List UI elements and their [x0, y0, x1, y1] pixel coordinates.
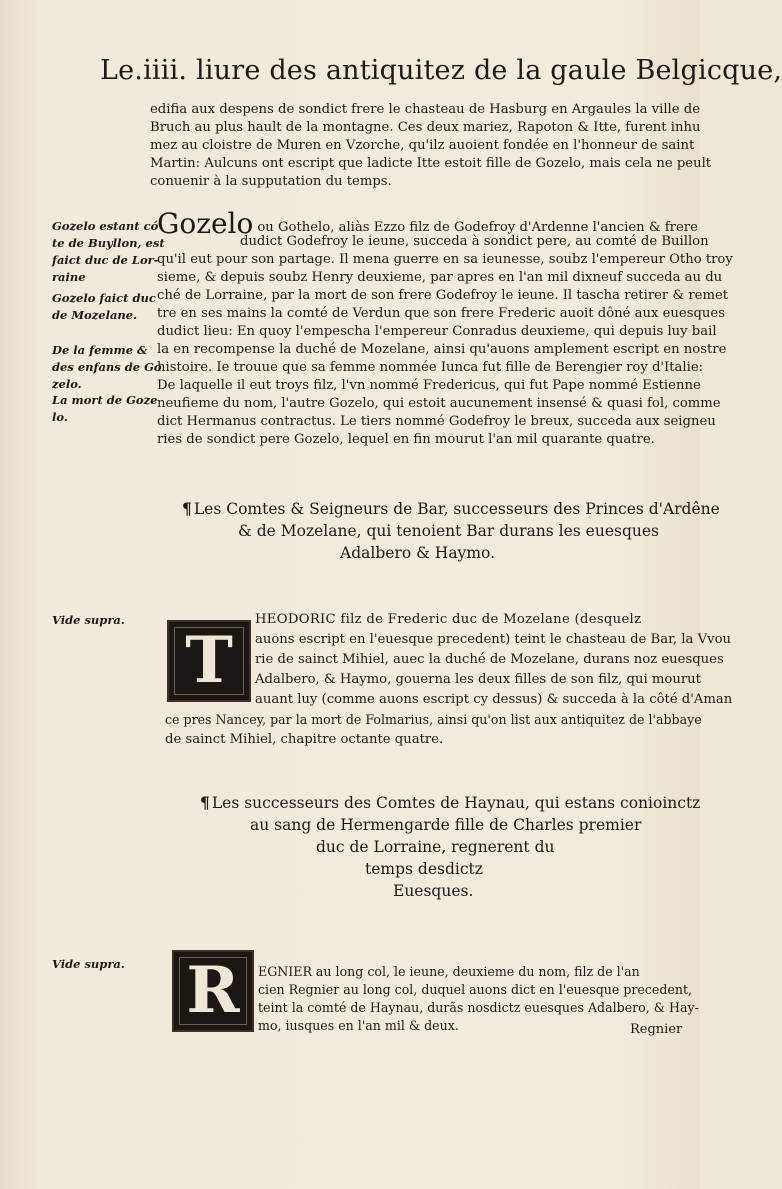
catchword: Regnier	[630, 1022, 683, 1037]
section-heading: temps desdictz	[365, 860, 483, 878]
decorated-initial: R	[172, 950, 254, 1032]
intro-line: conuenir à la supputation du temps.	[150, 174, 392, 189]
theodoric-line: Adalbero, & Haymo, gouerna les deux filles de son filz, qui mourut	[255, 672, 701, 687]
section-heading: duc de Lorraine, regnerent du	[316, 838, 555, 856]
gozelo-line: ries de sondict pere Gozelo, lequel en fin mourut l'an mil quarante quatre.	[157, 432, 655, 447]
vide-supra-note: Vide supra.	[52, 613, 125, 627]
intro-line: Martin: Aulcuns ont escript que ladicte Itte estoit fille de Gozelo, mais cela ne peult	[150, 156, 712, 171]
theodoric-line: HEODORIC filz de Frederic duc de Mozelane (desquelz	[255, 612, 642, 627]
gozelo-line: dict Hermanus contractus. Le tiers nommé Godefroy le breux, succeda aux seigneu	[157, 414, 716, 429]
theodoric-line: rie de sainct Mihiel, auec la duché de Mozelane, durans noz euesques	[255, 652, 724, 667]
intro-line: Bruch au plus hault de la montagne. Ces deux mariez, Rapoton & Itte, furent inhu	[150, 120, 701, 135]
section-heading: & de Mozelane, qui tenoient Bar durans les euesques	[238, 522, 659, 540]
gozelo-heading: Gozelo	[157, 207, 254, 240]
vide-supra-note: Vide supra.	[52, 957, 125, 971]
theodoric-line: auant luy (comme auons escript cy dessus) & succeda à la côté d'Aman	[255, 692, 733, 707]
gozelo-line: ché de Lorraine, par la mort de son frere Godefroy le ieune. Il tascha retirer & remet	[157, 288, 729, 303]
gozelo-line: dudict Godefroy le ieune, succeda à sondict pere, au comté de Buillon	[240, 234, 709, 249]
intro-line: edifia aux despens de sondict frere le chasteau de Hasburg en Argaules la ville de	[150, 102, 701, 117]
gozelo-line: neufieme du nom, l'autre Gozelo, qui estoit aucunement insensé & quasi fol, comme	[157, 396, 721, 411]
margin-note: Gozelo faict duc de Mozelane.	[52, 291, 156, 322]
regnier-line: mo, iusques en l'an mil & deux.	[258, 1018, 459, 1033]
section-heading: ¶ Les Comtes & Seigneurs de Bar, successeurs des Princes d'Ardêne	[182, 499, 720, 518]
section-heading: ¶ Les successeurs des Comtes de Haynau, qui estans conioinctz	[200, 793, 701, 812]
gozelo-line: dudict lieu: En quoy l'empescha l'empereur Conradus deuxieme, qui depuis luy bail	[157, 324, 717, 339]
gozelo-line: sieme, & depuis soubz Henry deuxieme, par apres en l'an mil dixneuf succeda au du	[157, 270, 723, 285]
gozelo-line: histoire. Ie trouue que sa femme nommée Iunca fut fille de Berengier roy d'Italie:	[157, 360, 704, 375]
regnier-line: cien Regnier au long col, duquel auons dict en l'euesque precedent,	[258, 982, 693, 997]
gozelo-line: Gozelo ou Gothelo, aliàs Ezzo filz de Godefroy d'Ardenne l'ancien & frere	[157, 207, 698, 240]
section-heading: Euesques.	[393, 882, 474, 900]
gozelo-line: qu'il eut pour son partage. Il mena guerre en sa ieunesse, soubz l'empereur Otho troy	[157, 252, 733, 267]
margin-note: Gozelo estant có te de Buyllon, est faict duc de Lor- raine	[52, 219, 165, 284]
margin-note: La mort de Goze lo.	[52, 393, 158, 424]
section-heading: au sang de Hermengarde fille de Charles premier	[250, 816, 642, 834]
margin-note: De la femme & des enfans de Go zelo.	[52, 343, 162, 391]
theodoric-line: ce pres Nancey, par la mort de Folmarius, ainsi qu'on list aux antiquitez de l'abbaye	[165, 712, 702, 727]
intro-line: mez au cloistre de Muren en Vzorche, qu'ilz auoient fondée en l'honneur de saint	[150, 138, 695, 153]
gozelo-line: tre en ses mains la comté de Verdun que son frere Frederic auoit dôné aux euesques	[157, 306, 725, 321]
decorated-initial: T	[167, 620, 251, 702]
regnier-line: teint la comté de Haynau, durãs nosdictz euesques Adalbero, & Hay-	[258, 1000, 699, 1015]
gozelo-line: De laquelle il eut troys filz, l'vn nommé Fredericus, qui fut Pape nommé Estienne	[157, 378, 701, 393]
regnier-line: EGNIER au long col, le ieune, deuxieme du nom, filz de l'an	[258, 964, 640, 979]
theodoric-line: de sainct Mihiel, chapitre octante quatre.	[165, 732, 444, 747]
section-heading: Adalbero & Haymo.	[340, 544, 495, 562]
theodoric-line: auons escript en l'euesque precedent) teint le chasteau de Bar, la Vvou	[255, 632, 731, 647]
page-header: Le.iiii. liure des antiquitez de la gaule Belgicque,	[100, 55, 782, 86]
gozelo-line: la en recompense la duché de Mozelane, ainsi qu'auons amplement escript en nostre	[157, 342, 727, 357]
